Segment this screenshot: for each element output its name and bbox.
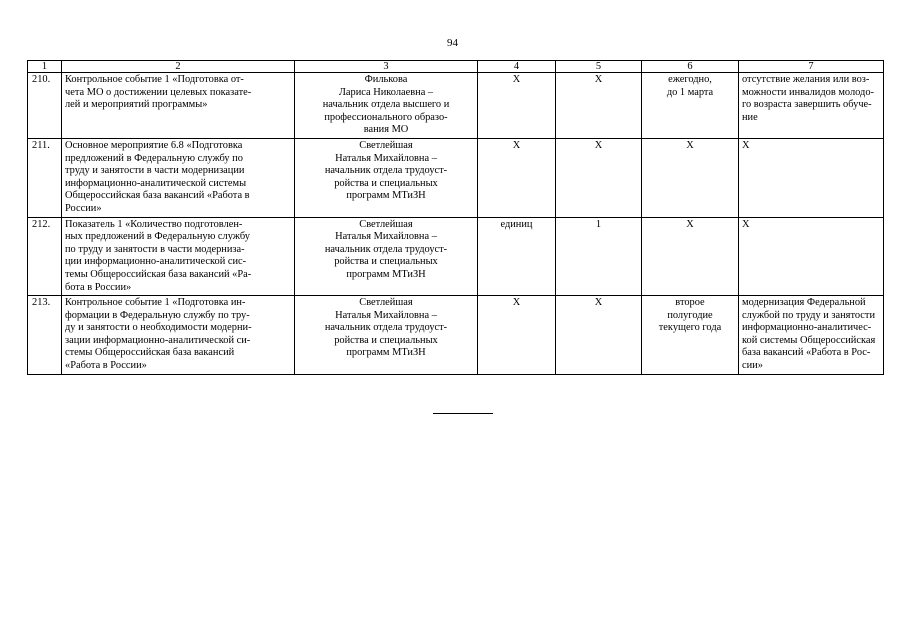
column-header-6: 6 (642, 61, 739, 73)
column-header-1: 1 (28, 61, 62, 73)
column-header-5: 5 (556, 61, 642, 73)
value-cell: Х (556, 138, 642, 217)
event-name-cell: Основное мероприятие 6.8 «Подготовка предложений в Федеральную службу по труду и занятости в части модернизации информационно-аналитической системы Общероссийская база вакансий «Работа в России» (62, 138, 295, 217)
column-header-2: 2 (62, 61, 295, 73)
deadline-cell: ежегодно, до 1 марта (642, 73, 739, 139)
table-body (28, 73, 884, 375)
closing-rule (433, 413, 493, 414)
row-number-cell: 212. (28, 217, 62, 296)
table-row (28, 217, 884, 296)
row-number-cell: 211. (28, 138, 62, 217)
notes-cell: Х (739, 138, 884, 217)
unit-cell: Х (478, 138, 556, 217)
responsible-person-cell: Светлейшая Наталья Михайловна – начальник отдела трудоуст- ройства и специальных программ МТиЗН (295, 138, 478, 217)
unit-cell: Х (478, 73, 556, 139)
row-number-cell: 210. (28, 73, 62, 139)
unit-cell: единиц (478, 217, 556, 296)
value-cell: Х (556, 296, 642, 375)
table-row (28, 138, 884, 217)
event-name-cell: Контрольное событие 1 «Подготовка ин- формации в Федеральную службу по тру- ду и занятости о необходимости модерни- зации информационно-аналитической си- стемы Общероссийская база вакансий «Работа в России» (62, 296, 295, 375)
page-number: 94 (447, 37, 458, 49)
deadline-cell: второе полугодие текущего года (642, 296, 739, 375)
responsible-person-cell: Светлейшая Наталья Михайловна – начальник отдела трудоуст- ройства и специальных программ МТиЗН (295, 217, 478, 296)
row-number-cell: 213. (28, 296, 62, 375)
deadline-cell: Х (642, 217, 739, 296)
responsible-person-cell: Филькова Лариса Николаевна – начальник отдела высшего и профессионального образо- вания МО (295, 73, 478, 139)
column-header-7: 7 (739, 61, 884, 73)
event-name-cell: Показатель 1 «Количество подготовлен- ных предложений в Федеральную службу по труду и занятости в части модерниза- ции информационно-аналитической сис- темы Общероссийская база вакансий «Ра- бота в России» (62, 217, 295, 296)
table-row (28, 296, 884, 375)
value-cell: 1 (556, 217, 642, 296)
notes-cell: отсутствие желания или воз- можности инвалидов молодо- го возраста завершить обуче- ние (739, 73, 884, 139)
deadline-cell: Х (642, 138, 739, 217)
column-header-4: 4 (478, 61, 556, 73)
unit-cell: Х (478, 296, 556, 375)
table-row (28, 73, 884, 139)
notes-cell: Х (739, 217, 884, 296)
column-header-3: 3 (295, 61, 478, 73)
value-cell: Х (556, 73, 642, 139)
plan-table (27, 60, 884, 375)
header-row (28, 61, 884, 73)
responsible-person-cell: Светлейшая Наталья Михайловна – начальник отдела трудоуст- ройства и специальных программ МТиЗН (295, 296, 478, 375)
event-name-cell: Контрольное событие 1 «Подготовка от- чета МО о достижении целевых показате- лей и мероприятий программы» (62, 73, 295, 139)
notes-cell: модернизация Федеральной службой по труду и занятости информационно-аналитичес- кой системы Общероссийская база вакансий «Работа в Рос- сии» (739, 296, 884, 375)
